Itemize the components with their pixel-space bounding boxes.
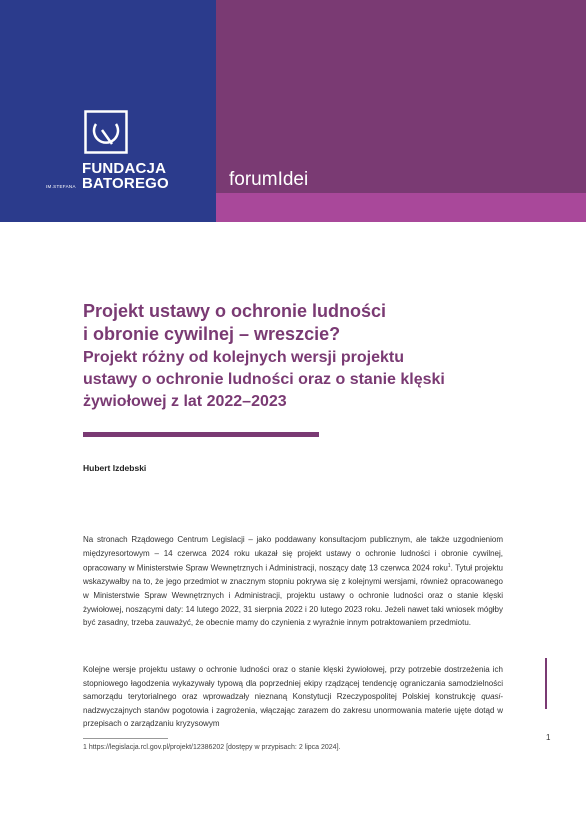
paragraph-2 [83,663,503,731]
author-name: Hubert Izdebski [83,463,147,473]
series-name: forumIdei [229,169,309,190]
title-line-1: Projekt ustawy o ochronie ludności [83,301,387,321]
subtitle-line-3: żywiołowej z lat 2022–2023 [83,393,287,410]
page-number: 1 [546,733,551,742]
footnote-ref[interactable]: 1 [447,563,451,570]
footnote-separator [83,738,168,739]
document-title [83,300,523,412]
paragraph-1-text: Na stronach Rządowego Centrum Legislacji – jako poddawany konsultacjom publicznym, ale także uzgodnieniom międzyresortowym – 14 czerwca 2024 roku ukazał się projekt ustawy o ochronie ludności i obronie cywilnej, opracowany w Ministerstwie Spraw Wewnętrznych i Administracji, noszący datę 13 czerwca 2024 roku [83,535,503,573]
paragraph-1-text-rest: . Tytuł projektu wskazywałby na to, że jego przedmiot w znacznym stopniu pokrywa się z kolejnymi wersjami, również opracowanego w Ministerstwie Spraw Wewnętrznych i Administracji, projektu ustawy o ochronie ludności oraz o stanie klęski żywiołowej, noszącymi daty: 14 lutego 2022, 31 sierpnia 2022 i 20 lutego 2023 roku. Jeżeli nawet taki wniosek mógłby być zasadny, trzeba zauważyć, że obecnie mamy do czynienia z wyraźnie innym potraktowaniem przedmiotu. [83,563,503,628]
fundacja-batorego-logo-icon [84,110,128,154]
title-underline [83,432,319,437]
paragraph-2-text-a: Kolejne wersje projektu ustawy o ochronie ludności oraz o stanie klęski żywiołowej, przy potrzebie dostrzeżenia ich stopniowego łagodzenia wykazywały typową dla poprzedniej ekipy rządzącej tendencję ograniczania samodzielności samorządu terytorialnego oraz wprowadzały nieznaną Konstytucji Rzeczypospolitej Polskiej konstrukcję [83,665,503,702]
side-marker-bar [545,658,547,709]
logo-prefix: IM.STEFANA [46,184,76,189]
header-purple-panel [216,0,586,193]
footnote-1: 1 https://legislacja.rcl.gov.pl/projekt/12386202 [dostępy w przypisach: 2 lipca 2024]. [83,744,341,751]
paragraph-2-italic: quasi [481,692,501,702]
logo-name-line2: BATOREGO [82,175,169,192]
logo-name-line1: FUNDACJA [82,160,167,177]
paragraph-1 [83,533,503,630]
title-line-2: i obronie cywilnej – wreszcie? [83,324,341,344]
header-magenta-stripe [216,193,586,222]
subtitle-line-1: Projekt różny od kolejnych wersji projektu [83,349,404,366]
paragraph-2-text-b: -nadzwyczajnych stanów pogotowia i zagrożenia, włączając zarazem do zakresu unormowania materie ujęte dotąd w przepisach o zarządzaniu kryzysowym [83,692,503,729]
subtitle-line-2: ustawy o ochronie ludności oraz o stanie klęski [83,371,445,388]
